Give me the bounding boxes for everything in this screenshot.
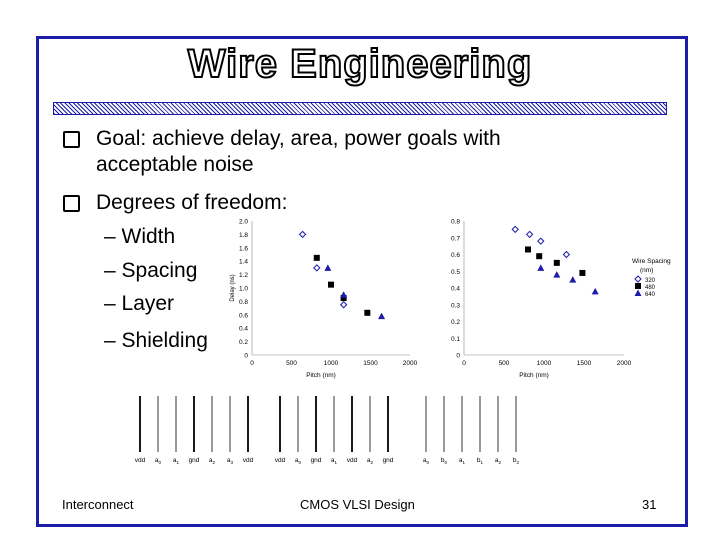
y-tick-label: 0.8 [450, 218, 460, 226]
data-point [553, 271, 560, 278]
footer-left: Interconnect [62, 497, 134, 512]
data-point [527, 231, 533, 237]
wire-label: $a_0$ [154, 457, 162, 465]
title-divider [53, 102, 667, 115]
sub-bullet-2: – Spacing [104, 259, 198, 282]
y-axis-label: Delay (ns) [230, 274, 236, 302]
wire-label: gnd [188, 457, 200, 464]
wire-label: $a_3$ [226, 457, 234, 465]
data-point [592, 288, 599, 295]
wire-label: $b_0$ [440, 457, 448, 465]
x-tick-label: 1000 [323, 360, 339, 367]
data-point [340, 291, 347, 298]
y-tick-label: 0.2 [450, 319, 460, 326]
legend-marker [635, 276, 641, 282]
y-tick-label: 1.8 [238, 231, 248, 239]
legend-unit: (nm) [640, 267, 654, 274]
y-tick-label: 0 [456, 352, 460, 360]
wire-label: $a_1$ [458, 457, 466, 465]
data-point [554, 260, 560, 266]
legend-marker [635, 283, 641, 289]
data-point [569, 276, 576, 283]
legend-label: 480 [645, 285, 656, 291]
x-tick-label: 500 [286, 360, 297, 367]
delay-chart [226, 214, 426, 384]
y-tick-label: 0.6 [450, 252, 460, 259]
footer-center: CMOS VLSI Design [300, 497, 415, 512]
y-tick-label: 0.7 [450, 235, 460, 243]
x-axis-label: Pitch (nm) [306, 372, 336, 379]
legend-title: Wire Spacing [632, 258, 671, 265]
bullet-2: Degrees of freedom: [96, 191, 288, 214]
data-point [537, 264, 544, 271]
wire-label: $a_2$ [494, 457, 502, 465]
data-point [341, 302, 347, 308]
y-tick-label: 0.4 [450, 285, 460, 293]
sub-bullet-1: – Width [104, 225, 176, 248]
sub-bullet-label: Width [121, 225, 176, 248]
sub-bullet-3: – Layer [104, 292, 175, 315]
y-tick-label: 0.4 [238, 325, 248, 333]
sub-bullet-label: Layer [121, 292, 175, 315]
legend-marker [635, 290, 642, 297]
data-point [328, 282, 334, 288]
wire-label: $a_0$ [294, 457, 302, 465]
wire-label: $a_2$ [366, 457, 374, 465]
y-tick-label: 0.8 [238, 298, 248, 306]
y-tick-label: 0.2 [238, 339, 248, 347]
x-tick-label: 1000 [536, 360, 552, 367]
x-tick-label: 2000 [616, 360, 632, 367]
bullet-1-line-2: acceptable noise [96, 153, 254, 176]
slide-title: Wire Engineering [187, 42, 533, 86]
x-axis-label: Pitch (nm) [519, 372, 549, 379]
data-point [324, 264, 331, 271]
y-tick-label: 1.4 [238, 258, 248, 266]
wire-label: gnd [310, 457, 322, 464]
wire-diagrams [120, 392, 540, 468]
wire-label: vdd [134, 457, 146, 464]
data-point [525, 246, 531, 252]
y-tick-label: 0.1 [450, 335, 460, 343]
data-point [364, 310, 370, 316]
wire-label: $a_1$ [330, 457, 338, 465]
data-point [314, 255, 320, 261]
x-tick-label: 2000 [402, 360, 418, 367]
sub-bullet-label: Spacing [121, 259, 198, 282]
bullet-box-icon [63, 195, 80, 212]
wire-label: vdd [274, 457, 286, 464]
x-tick-label: 0 [462, 360, 466, 367]
legend-label: 640 [645, 292, 656, 298]
y-tick-label: 2.0 [238, 218, 248, 226]
sub-bullet-4: – Shielding [104, 329, 208, 352]
x-tick-label: 0 [250, 360, 254, 367]
data-point [563, 252, 569, 258]
data-point [579, 270, 585, 276]
bullet-box-icon [63, 131, 80, 148]
y-tick-label: 0.6 [238, 312, 248, 320]
y-tick-label: 1.6 [238, 245, 248, 253]
wire-label: $b_1$ [476, 457, 484, 465]
data-point [378, 313, 385, 320]
y-tick-label: 0.5 [450, 268, 460, 276]
y-tick-label: 1.0 [238, 285, 248, 293]
x-tick-label: 500 [498, 360, 510, 367]
y-tick-label: 1.2 [238, 272, 248, 280]
wire-label: gnd [382, 457, 394, 464]
legend-label: 320 [645, 278, 656, 284]
noise-chart [428, 214, 680, 384]
data-point [538, 238, 544, 244]
bullet-1-line-1: Goal: achieve delay, area, power goals with [96, 127, 501, 150]
data-point [512, 226, 518, 232]
wire-label: $b_2$ [512, 457, 520, 465]
page-number: 31 [642, 497, 657, 512]
data-point [536, 253, 542, 259]
wire-label: $a_2$ [208, 457, 216, 465]
x-tick-label: 1500 [363, 360, 378, 367]
y-tick-label: 0.3 [450, 302, 460, 310]
wire-label: vdd [346, 457, 358, 464]
wire-label: $a_0$ [422, 457, 430, 465]
data-point [300, 231, 306, 237]
x-tick-label: 1500 [576, 360, 592, 367]
wire-label: vdd [242, 457, 254, 464]
data-point [314, 265, 320, 271]
wire-label: $a_1$ [172, 457, 180, 465]
sub-bullet-label: Shielding [121, 329, 208, 352]
y-tick-label: 0 [244, 352, 248, 360]
